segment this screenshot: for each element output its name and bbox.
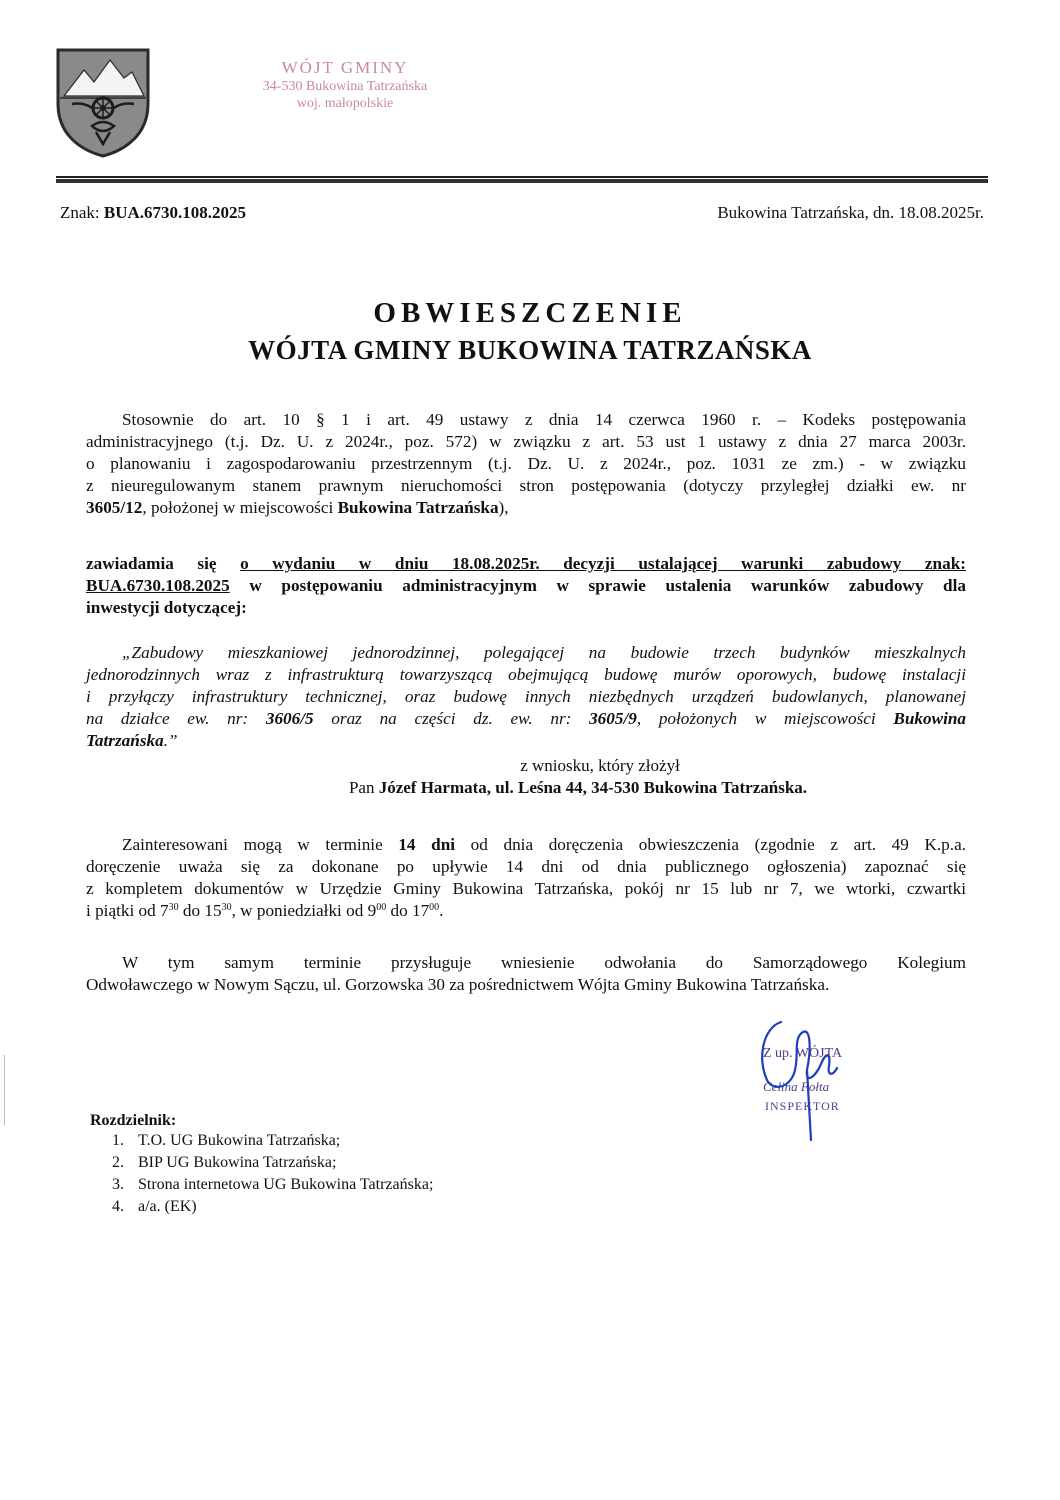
text-fragment: na działce ew. nr: xyxy=(86,709,266,728)
office-stamp-address: 34-530 Bukowina Tatrzańska xyxy=(262,79,428,94)
paragraph-line xyxy=(86,553,966,575)
locality-name: Bukowina Tatrzańska xyxy=(337,498,499,517)
list-number: 2. xyxy=(112,1154,124,1171)
text-fragment: w postępowaniu administracyjnym w sprawie ustalenia warunków zabudowy dla xyxy=(229,576,966,595)
paragraph-line: doręczenie uważa się za dokonane po upływie 14 dni od dnia publicznego ogłoszenia) zapoznać się xyxy=(86,857,966,876)
request-intro: z wniosku, który złożył xyxy=(520,756,680,775)
list-item xyxy=(112,1130,433,1152)
signature-stamp-line: Celina Fołta xyxy=(763,1079,830,1094)
text-fragment: Pan xyxy=(348,778,379,797)
office-stamp xyxy=(200,58,490,112)
paragraph-line xyxy=(86,900,966,922)
time-minutes: 30 xyxy=(221,902,232,913)
paragraph-line: Odwoławczego w Nowym Sączu, ul. Gorzowska 30 za pośrednictwem Wójta Gminy Bukowina Tatrzańska. xyxy=(86,975,830,994)
signature-stamp xyxy=(745,1010,875,1145)
text-fragment: do 15 xyxy=(178,901,222,920)
paragraph-line xyxy=(86,834,966,856)
signature-stamp-line: Z up. WÓJTA xyxy=(763,1046,843,1061)
time-minutes: 30 xyxy=(168,902,179,913)
text-fragment: .” xyxy=(163,731,178,750)
parcel-number: 3605/9 xyxy=(589,709,637,728)
text-fragment: od dnia doręczenia obwieszczenia (zgodnie z art. 49 K.p.a. xyxy=(455,835,966,854)
distribution-list xyxy=(112,1130,433,1218)
list-text: a/a. (EK) xyxy=(138,1198,197,1215)
list-item xyxy=(112,1152,433,1174)
reference-label: Znak: xyxy=(60,203,100,222)
office-stamp-title: WÓJT GMINY xyxy=(281,58,409,77)
text-fragment: , położonej w miejscowości xyxy=(142,498,338,517)
locality-name: Tatrzańska xyxy=(86,731,164,750)
office-stamp-region: woj. małopolskie xyxy=(296,96,394,111)
paragraph-line xyxy=(86,708,966,730)
municipal-coat-of-arms xyxy=(54,46,152,158)
place-and-date: Bukowina Tatrzańska, dn. 18.08.2025r. xyxy=(717,203,984,222)
text-fragment: , położonych w miejscowości xyxy=(636,709,894,728)
text-fragment: i piątki od 7 xyxy=(86,901,169,920)
paragraph-line xyxy=(86,575,966,597)
paragraph-line xyxy=(86,497,966,519)
list-number: 1. xyxy=(112,1132,124,1149)
notification-paragraph xyxy=(86,553,966,619)
text-fragment: , w poniedziałki od 9 xyxy=(231,901,377,920)
decision-number: BUA.6730.108.2025 xyxy=(86,576,230,595)
list-text: BIP UG Bukowina Tatrzańska; xyxy=(138,1154,337,1171)
reference-number xyxy=(60,203,246,223)
list-text: T.O. UG Bukowina Tatrzańska; xyxy=(138,1132,341,1149)
paragraph-line: administracyjnego (t.j. Dz. U. z 2024r., poz. 572) w związku z art. 53 ust 1 ustawy z dnia 27 marca 2003r. xyxy=(86,432,966,451)
document-title: OBWIESZCZENIE xyxy=(373,297,687,329)
decision-notice: o wydaniu w dniu 18.08.2025r. decyzji ustalającej warunki zabudowy znak: xyxy=(240,554,966,573)
text-fragment: do 17 xyxy=(386,901,430,920)
paragraph-line: jednorodzinnych wraz z infrastrukturą towarzyszącą obejmującą budowę murów oporowych, budowę instalacji xyxy=(86,665,966,684)
paragraph-line: i przyłączy infrastruktury technicznej, oraz budowę innych niezbędnych urządzeń budowlanych, planowanej xyxy=(86,687,966,706)
text-fragment: oraz na części dz. ew. nr: xyxy=(313,709,590,728)
list-number: 3. xyxy=(112,1176,124,1193)
distribution-heading: Rozdzielnik: xyxy=(90,1112,177,1129)
deadline: 14 dni xyxy=(398,835,456,854)
paragraph-line: W tym samym terminie przysługuje wniesienie odwołania do Samorządowego Kolegium xyxy=(122,953,966,972)
legal-basis-paragraph xyxy=(86,409,966,519)
list-item xyxy=(112,1196,433,1218)
text-fragment: zawiadamia się xyxy=(86,554,241,573)
paragraph-line xyxy=(86,730,966,752)
paragraph-line: o planowaniu i zagospodarowaniu przestrzennym (t.j. Dz. U. z 2024r., poz. 1031 ze zm.) - w związku xyxy=(86,454,966,473)
paragraph-line: z kompletem dokumentów w Urzędzie Gminy Bukowina Tatrzańska, pokój nr 15 lub nr 7, we wtorki, czwartki xyxy=(86,879,966,898)
text-fragment: . xyxy=(439,901,444,920)
investment-description xyxy=(86,642,966,752)
parcel-number: 3606/5 xyxy=(265,709,314,728)
time-minutes: 00 xyxy=(376,902,387,913)
header-divider xyxy=(56,176,988,183)
locality-name: Bukowina xyxy=(893,709,966,728)
text-fragment: ), xyxy=(498,498,509,517)
applicant-line xyxy=(48,778,1060,798)
time-minutes: 00 xyxy=(429,902,440,913)
adjacent-parcel-number: 3605/12 xyxy=(86,498,143,517)
text-fragment: Zainteresowani mogą w terminie xyxy=(122,835,399,854)
scan-margin-mark xyxy=(4,1055,5,1125)
inspection-paragraph xyxy=(86,834,966,922)
paragraph-line: inwestycji dotyczącej: xyxy=(86,598,247,617)
document-subtitle: WÓJTA GMINY BUKOWINA TATRZAŃSKA xyxy=(248,335,812,365)
signature-stamp-line: INSPEKTOR xyxy=(765,1099,840,1113)
list-text: Strona internetowa UG Bukowina Tatrzańska; xyxy=(138,1176,434,1193)
reference-value: BUA.6730.108.2025 xyxy=(103,203,247,222)
list-item xyxy=(112,1174,433,1196)
list-number: 4. xyxy=(112,1198,124,1215)
paragraph-line: Stosownie do art. 10 § 1 i art. 49 ustawy z dnia 14 czerwca 1960 r. – Kodeks postępowania xyxy=(122,410,966,429)
paragraph-line: „Zabudowy mieszkaniowej jednorodzinnej, polegającej na budowie trzech budynków mieszkalnych xyxy=(122,643,966,662)
paragraph-line: z nieuregulowanym stanem prawnym nieruchomości stron postępowania (dotyczy przyległej działki ew. nr xyxy=(86,476,966,495)
appeal-paragraph xyxy=(86,952,966,996)
applicant-details: Józef Harmata, ul. Leśna 44, 34-530 Bukowina Tatrzańska. xyxy=(378,778,808,797)
